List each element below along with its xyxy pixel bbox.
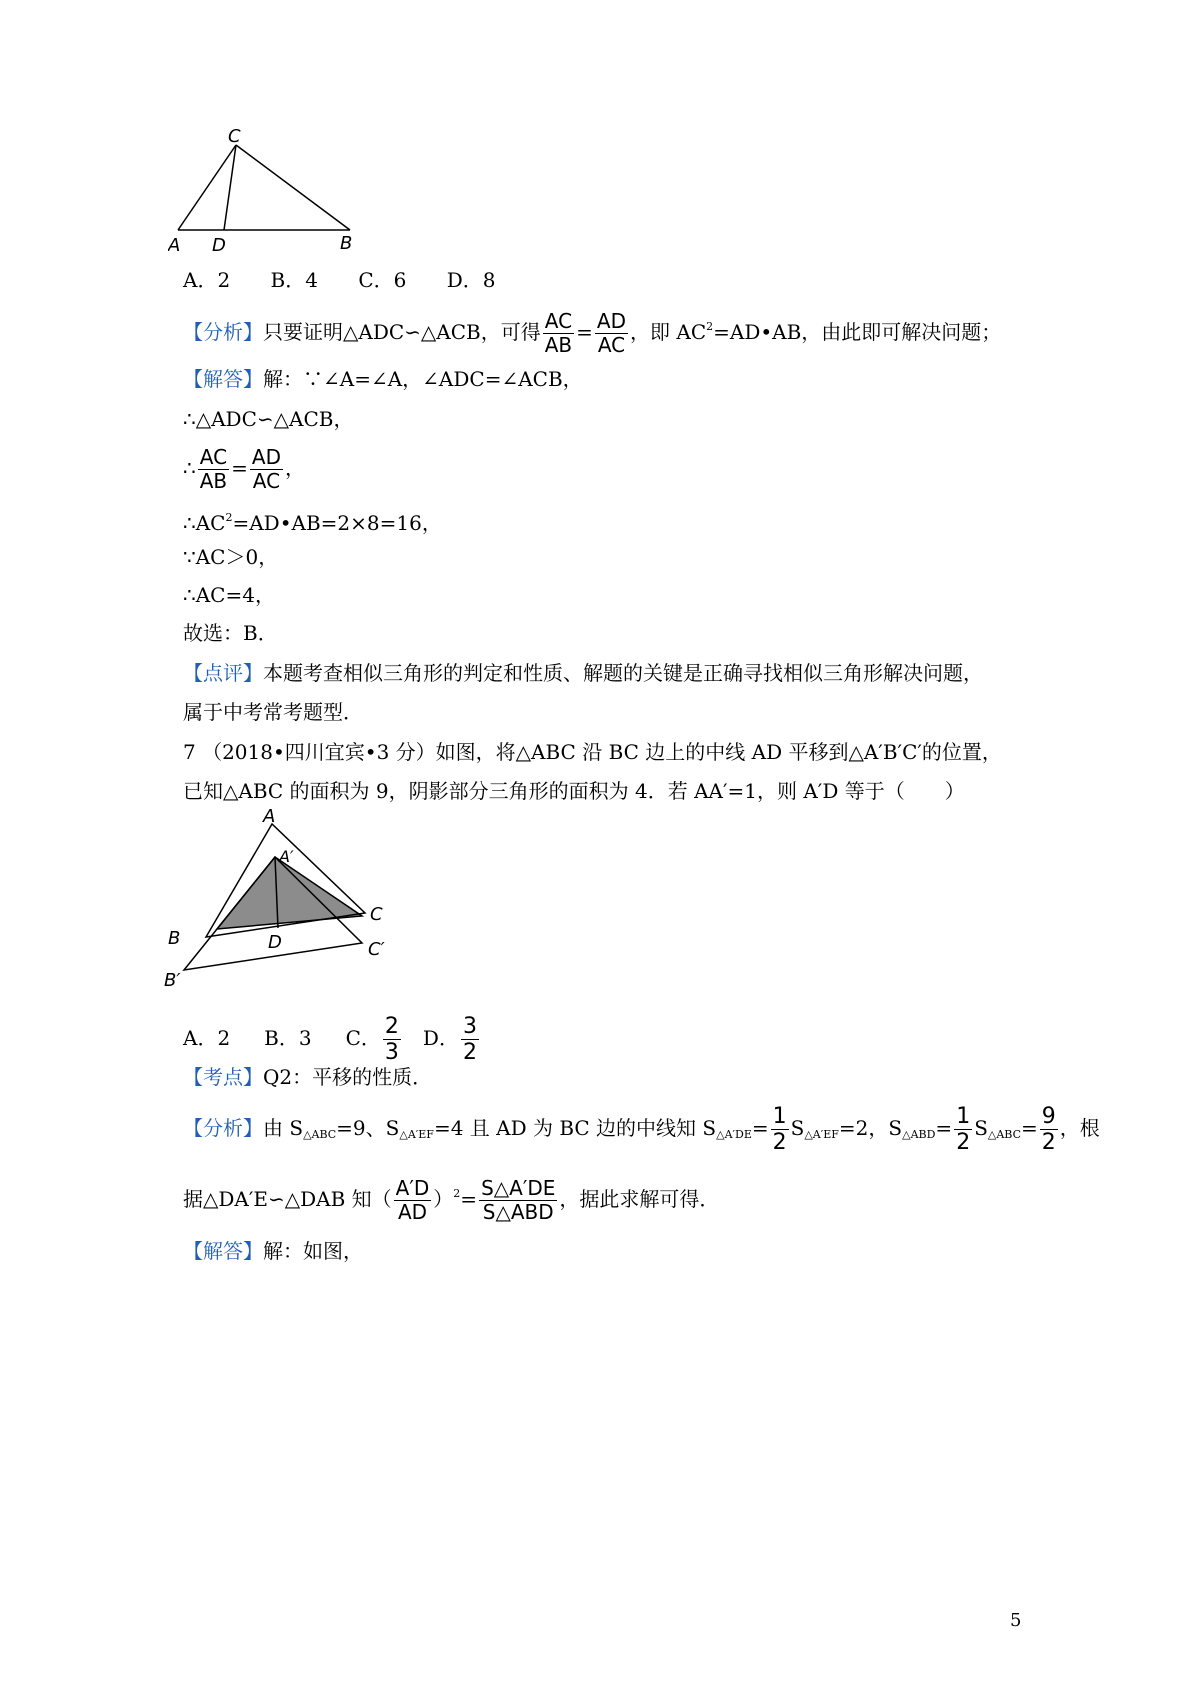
q7-option-b: B．3 xyxy=(264,1026,312,1050)
label-a: A xyxy=(168,235,181,256)
shaded-triangle xyxy=(217,857,362,929)
analysis-tag: 【分析】 xyxy=(183,1116,263,1140)
fraction-a-prime-d-over-ad: $\frac{A'D}{AD}$ xyxy=(395,1176,430,1224)
label-b: B xyxy=(340,233,353,254)
figure-triangle-acd xyxy=(168,128,368,270)
q6-solution-7: 故选：B． xyxy=(183,621,278,645)
q6-option-a: A．2 xyxy=(183,268,231,292)
label-c: C xyxy=(370,904,383,925)
fraction-nine-halves: $\frac{9}{2}$ xyxy=(1041,1103,1056,1155)
fraction-one-half-2: $\frac{1}{2}$ xyxy=(956,1103,971,1155)
q7-analysis-1: 【分析】由 $S_{\triangle ABC}=9$、$S_{\triangle A'EF}=4$ 且 AD 为 BC 边的中线知 $S_{\triangle A'DE}=$ $\frac{1}{2}$ $S_{\triangle A'EF}=2$，$S_{\triangle ABD}=$ $\frac{1}{2}$ $S_{\triangle ABC}=$ $\frac{9}{2}$ ，根 xyxy=(183,1103,1100,1155)
point-tag: 【考点】 xyxy=(183,1065,263,1089)
fraction-ac-ab-2: $\frac{AC}{AB}$ xyxy=(199,445,228,493)
q7-solution: 【解答】解：如图， xyxy=(183,1239,363,1263)
fraction-area-ratio: $\frac{S\triangle A'DE}{\text{S△ABD}}$ xyxy=(481,1176,556,1224)
segment-cd xyxy=(224,145,236,230)
label-a-prime: A′ xyxy=(279,847,294,866)
label-b-prime: B′ xyxy=(164,970,181,991)
label-a: A xyxy=(263,806,276,827)
fraction-one-half: $\frac{1}{2}$ xyxy=(772,1103,787,1155)
analysis-text-c: =AD•AB，由此即可解决问题； xyxy=(713,320,1002,344)
q7-analysis-2: 据△DA′E∽△DAB 知（ $\frac{A'D}{AD}$ ）$^2$= $\frac{S\triangle A'DE}{\text{S△ABD}}$ ，据此求解可得． xyxy=(183,1176,720,1224)
q6-option-c: C．6 xyxy=(358,268,407,292)
analysis-tag: 【分析】 xyxy=(183,320,263,344)
segment-cb xyxy=(236,145,350,230)
q6-solution-4: $\therefore AC^2=AD•AB=2\times 8=16$， xyxy=(183,511,442,535)
q6-solution-5: ∵AC＞0， xyxy=(183,545,279,569)
q6-option-b: B．4 xyxy=(270,268,318,292)
solution-tag: 【解答】 xyxy=(183,367,263,391)
label-c: C xyxy=(228,128,241,147)
fraction-two-thirds: $\frac{2}{3}$ xyxy=(384,1013,399,1065)
q6-comment-1: 【点评】本题考查相似三角形的判定和性质、解题的关键是正确寻找相似三角形解决问题， xyxy=(183,661,983,685)
page-number: 5 xyxy=(1010,1610,1022,1631)
label-d: D xyxy=(212,235,226,256)
solution-tag: 【解答】 xyxy=(183,1239,263,1263)
comment-tag: 【点评】 xyxy=(183,661,263,685)
figure-translated-triangle xyxy=(160,800,420,1000)
q6-solution-1: 【解答】解：∵∠A=∠A，∠ADC=∠ACB， xyxy=(183,367,583,391)
fraction-three-halves: $\frac{3}{2}$ xyxy=(462,1013,477,1065)
fraction-ad-ac-2: $\frac{AD}{AC}$ xyxy=(251,445,281,493)
analysis-text-a: 只要证明△ADC∽△ACB，可得 xyxy=(263,320,541,344)
fraction-ac-ab: $\frac{AC}{AB}$ xyxy=(544,309,573,357)
label-c-prime: C′ xyxy=(368,939,385,960)
label-b: B xyxy=(168,928,181,949)
fraction-ad-ac: $\frac{AD}{AC}$ xyxy=(596,309,627,357)
q7-options xyxy=(183,1008,481,1068)
q7-option-c: C． $\frac{2}{3}$ xyxy=(345,1013,399,1065)
q6-option-d: D．8 xyxy=(446,268,496,292)
q6-solution-3: ∴ $\frac{AC}{AB}$ = $\frac{AD}{AC}$ ， xyxy=(183,445,305,493)
q6-solution-2: ∴△ADC∽△ACB， xyxy=(183,407,354,431)
q7-stem-2: 已知△ABC 的面积为 9，阴影部分三角形的面积为 4．若 AA′=1，则 A′D 等于（ ） xyxy=(183,779,965,803)
q6-options xyxy=(183,265,529,295)
segment-ac xyxy=(178,145,236,230)
label-d: D xyxy=(268,932,282,953)
q7-option-a: A．2 xyxy=(183,1026,231,1050)
q7-point: 【考点】Q2：平移的性质． xyxy=(183,1065,433,1089)
analysis-text-b: ，即 AC xyxy=(630,320,707,344)
q6-analysis: 【分析】只要证明△ADC∽△ACB，可得 $\frac{AC}{AB}$ = $\frac{AD}{AC}$ ，即 $AC^2=AD•AB$，由此即可解决问题； xyxy=(183,309,1002,357)
q7-option-d: D． $\frac{3}{2}$ xyxy=(422,1013,477,1065)
q6-solution-6: ∴AC=4， xyxy=(183,583,275,607)
q6-comment-2: 属于中考常考题型． xyxy=(183,700,363,724)
q7-stem-1: 7 （2018•四川宜宾•3 分）如图，将△ABC 沿 BC 边上的中线 AD 平移到△A′B′C′的位置， xyxy=(183,740,1002,764)
